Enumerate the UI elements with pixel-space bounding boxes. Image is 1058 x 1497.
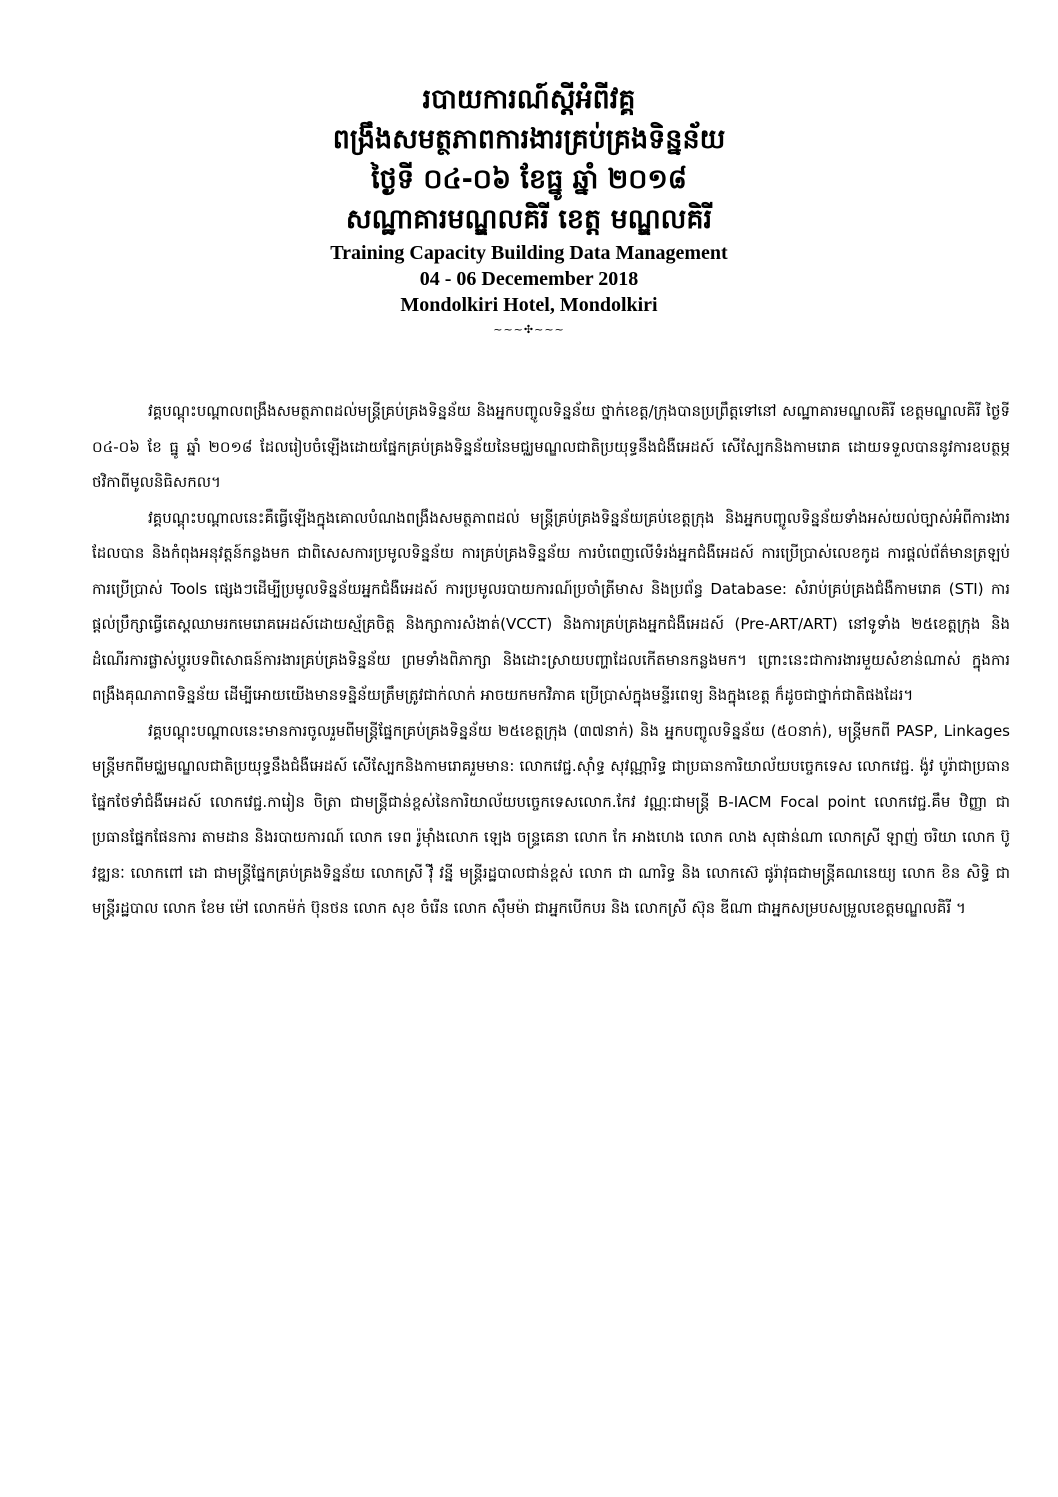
english-title-date: 04 - 06 Decemember 2018 <box>419 268 639 290</box>
report-body <box>92 394 1010 927</box>
english-title-training: Training Capacity Building Data Management <box>330 242 728 264</box>
paragraph-introduction: វគ្គបណ្តុះបណ្តាលពង្រឹងសមត្ថភាពដល់មន្ត្រីគ្រប់គ្រងទិន្នន័យ និងអ្នកបញ្ចូលទិន្នន័យ ថ្នាក់ខេត្ត/ក្រុងបានប្រព្រឹត្តទៅនៅ សណ្ឋាគារមណ្ឌលគិរី ខេត្តមណ្ឌលគិរី ថ្ងៃទី ០៤-០៦ ខែ ធ្នូ ឆ្នាំ ២០១៨ ដែលរៀបចំឡើងដោយផ្នែកគ្រប់គ្រងទិន្នន័យនៃមជ្ឈមណ្ឌលជាតិប្រយុទ្ធនឹងជំងឺអេដស៍ សើស្បែកនិងកាមរោគ ដោយទទួលបាននូវការឧបត្ថម្ភថវិកាពីមូលនិធិសកល។ <box>92 402 1010 491</box>
khmer-title-training: ពង្រឹងសមត្ថភាពការងារគ្រប់គ្រងទិន្នន័យ <box>332 124 726 155</box>
khmer-title-report: របាយការណ៍ស្តីអំពីវគ្គ <box>422 84 636 115</box>
khmer-title-date: ថ្ងៃទី ០៤-០៦ ខែធ្នូ ឆ្នាំ ២០១៨ <box>371 164 687 195</box>
ornament-divider-icon: ~~~✣~~~ <box>493 323 565 336</box>
report-header <box>0 80 1058 338</box>
khmer-title-venue: សណ្ឋាគារមណ្ឌលគិរី ខេត្ត មណ្ឌលគិរី <box>345 204 713 235</box>
paragraph-objectives: វគ្គបណ្តុះបណ្តាលនេះគឺធ្វើឡើងក្នុងគោលបំណងពង្រឹងសមត្ថភាពដល់ មន្ត្រីគ្រប់គ្រងទិន្នន័យគ្រប់ខេត្តក្រុង និងអ្នកបញ្ចូលទិន្នន័យទាំងអស់យល់ច្បាស់អំពីការងារដែលបាន និងកំពុងអនុវត្តន៍កន្លងមក ជាពិសេសការប្រមូលទិន្នន័យ ការគ្រប់គ្រងទិន្នន័យ ការបំពេញលើទំរង់អ្នកជំងឺអេដស៍ ការប្រើប្រាស់លេខកូដ ការផ្តល់ព័ត៌មានត្រឡប់ការប្រើប្រាស់ Tools ផ្សេងៗដើម្បីប្រមូលទិន្នន័យអ្នកជំងឺអេដស៍ ការប្រមូលរបាយការណ៍ប្រចាំត្រីមាស និងប្រព័ន្ធ Database: សំរាប់គ្រប់គ្រងជំងឺកាមរោគ (STI) ការផ្តល់ប្រឹក្សាធ្វើតេស្តឈាមរកមេរោគអេដស៍ដោយស្ម័គ្រចិត្ត និងក្សាការសំងាត់(VCCT) និងការគ្រប់គ្រងអ្នកជំងឺអេដស៍ (Pre-ART/ART) នៅទូទាំង ២៥ខេត្តក្រុង និងដំណើរការផ្លាស់ប្តូរបទពិសោធន៍ការងារគ្រប់គ្រងទិន្នន័យ ព្រមទាំងពិភាក្សា និងដោះស្រាយបញ្ហាដែលកើតមានកន្លងមក។ ព្រោះនេះជាការងារមួយសំខាន់ណាស់ ក្នុងការពង្រឹងគុណភាពទិន្នន័យ ដើម្បីអោយយើងមានទន្និន័យត្រឹមត្រូវជាក់លាក់ អាចយកមកវិភាគ ប្រើប្រាស់ក្នុងមន្ទីរពេទ្យ និងក្នុងខេត្ត ក៏ដូចជាថ្នាក់ជាតិផងដែរ។ <box>92 508 1010 704</box>
paragraph-participants: វគ្គបណ្តុះបណ្តាលនេះមានការចូលរួមពីមន្ត្រីផ្នែកគ្រប់គ្រងទិន្នន័យ ២៥ខេត្តក្រុង (៣៧នាក់) និង អ្នកបញ្ចូលទិន្នន័យ (៥០នាក់), មន្ត្រីមកពី PASP, Linkages មន្ត្រីមកពីមជ្ឈមណ្ឌលជាតិប្រយុទ្ធនឹងជំងឺអេដស៍ សើស្បែកនិងកាមរោគរួមមាន: លោកវេជ្ជ.ស៉ាំទ្ធ សុវណ្ណារិទ្ធ ជាប្រធានការិយាល័យបច្ចេកទេស លោកវេជ្ជ. ង៉ូវ បូរ៉ាជាប្រធានផ្នែកថែទាំជំងឺអេដស៍ លោកវេជ្ជ.ការៀន ចិត្រា ជាមន្ត្រីជាន់ខ្ពស់នៃការិយាល័យបច្ចេកទេសលោក.កែវ វណ្ណៈជាមន្ត្រី B-IACM Focal point លោកវេជ្ជ.គឹម ឋិញ្ញា ជាប្រធានផ្នែកផែនការ តាមដាន និងរបាយការណ៍ លោក ទេព រ៉ូម៉ាំងលោក ឡេង ចន្ទ្រគេនា លោក កែ អាងហេង លោក លាង សុផាន់ណា លោកស្រី ឡាញ់ ចរិយា លោក ប៊ូ វឌ្ឍនៈ លោកពៅ ដោ ជាមន្ត្រីផ្នែកគ្រប់គ្រងទិន្នន័យ លោកស្រី វ៉ុី វន្នី មន្ត្រីរដ្ឋបាលជាន់ខ្ពស់ លោក ជា ណារិទ្ធ និង លោកស៊េ ផូរ៉ាវុធជាមន្ត្រីគណនេយ្យ លោក ខិន សិទ្ធិ ជាមន្ត្រីរដ្ឋបាល លោក ខែម ម៉ៅ លោកម៉ក់ ប៊ុនថន លោក សុខ ចំរើន លោក ស៊ឹមម៉ា ជាអ្នកបើកបរ និង លោកស្រី ស៊ុន ឌីណា ជាអ្នកសម្របសម្រួលខេត្តមណ្ឌលគិរី ។ <box>92 721 1010 917</box>
english-title-venue: Mondolkiri Hotel, Mondolkiri <box>400 294 658 316</box>
